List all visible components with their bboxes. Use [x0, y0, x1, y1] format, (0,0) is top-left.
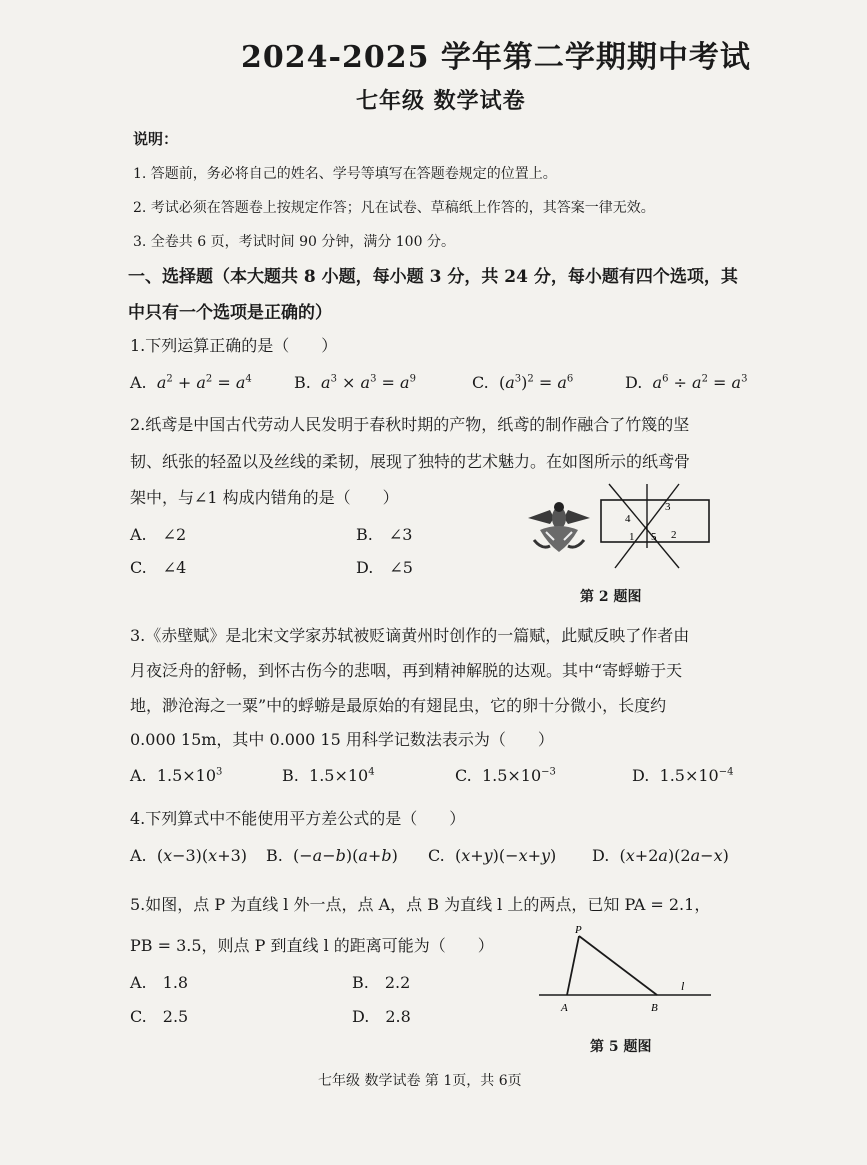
question-1-option-d: D. $a^6 \div a^2 = a^3$	[625, 373, 748, 392]
question-2-option-b: B. ∠3	[356, 525, 413, 544]
question-3-option-c: C. $1.5\times 10^{-3}$	[455, 766, 556, 785]
question-5-option-b: B. 2.2	[352, 973, 411, 992]
angle-label: 2	[671, 529, 677, 541]
question-3-line: 0.000 15m，其中 0.000 15 用科学记数法表示为（ ）	[130, 730, 554, 749]
question-5-line: 5.如图，点 P 为直线 l 外一点，点 A，点 B 为直线 l 上的两点，已知 PA = 2.1，	[130, 895, 711, 914]
question-3-option-d: D. $1.5\times 10^{-4}$	[632, 766, 734, 785]
angle-label: 4	[625, 513, 631, 525]
question-3-option-a: A. $1.5\times 10^3$	[130, 766, 223, 785]
question-3-option-b: B. $1.5\times 10^4$	[282, 766, 375, 785]
question-5-option-a: A. 1.8	[130, 973, 189, 992]
question-5-line: PB = 3.5，则点 P 到直线 l 的距离可能为（ ）	[130, 936, 494, 955]
question-1-stem: 1.下列运算正确的是（ ）	[130, 336, 338, 355]
question-2-line: 韧、纸张的轻盈以及丝线的柔韧，展现了独特的艺术魅力。在如图所示的纸鸢骨	[130, 452, 691, 471]
question-3-line: 地，渺沧海之一粟”中的蜉蝣是最原始的有翅昆虫，它的卵十分微小，长度约	[130, 696, 667, 715]
point-p-label: P	[575, 924, 582, 936]
point-line-figure	[535, 922, 715, 1017]
question-3-line: 月夜泛舟的舒畅，到怀古伤今的悲咽，再到精神解脱的达观。其中“寄蜉蝣于天	[130, 661, 683, 680]
question-2-option-a: A. ∠2	[130, 525, 187, 544]
section-heading-cont: 中只有一个选项是正确的）	[128, 303, 332, 323]
kite-drawing	[520, 500, 598, 562]
question-1-option-b: B. $a^3 \times a^3 = a^9$	[294, 373, 416, 392]
note-item: 2. 考试必须在答题卷上按规定作答；凡在试卷、草稿纸上作答的，其答案一律无效。	[133, 200, 655, 216]
question-2-line: 2.纸鸢是中国古代劳动人民发明于春秋时期的产物，纸鸢的制作融合了竹篾的坚	[130, 415, 690, 434]
point-b-label: B	[651, 1002, 658, 1014]
figure-2-caption: 第 2 题图	[580, 589, 642, 605]
exam-subtitle: 七年级 数学试卷	[356, 88, 526, 114]
angle-label: 3	[665, 501, 671, 513]
exam-title: 2024-2025 学年第二学期期中考试	[241, 40, 751, 75]
section-heading: 一、选择题（本大题共 8 小题，每小题 3 分，共 24 分，每小题有四个选项，其	[128, 267, 738, 287]
page-footer: 七年级 数学试卷 第 1页，共 6页	[318, 1073, 522, 1089]
question-2-option-d: D. ∠5	[356, 558, 413, 577]
figure-5-caption: 第 5 题图	[590, 1039, 652, 1055]
note-item: 3. 全卷共 6 页，考试时间 90 分钟，满分 100 分。	[133, 234, 455, 250]
question-4-option-d: D. (x+2a)(2a−x)	[592, 846, 729, 865]
question-4-stem: 4.下列算式中不能使用平方差公式的是（ ）	[130, 809, 466, 828]
notes-label: 说明：	[133, 130, 179, 148]
question-4-option-a: A. (x−3)(x+3)	[130, 846, 248, 865]
angle-label: 5	[651, 531, 657, 543]
question-5-option-d: D. 2.8	[352, 1007, 411, 1026]
line-l-label: l	[681, 979, 685, 993]
question-1-option-a: A. $a^2 + a^2 = a^4$	[130, 373, 252, 392]
note-item: 1. 答题前，务必将自己的姓名、学号等填写在答题卷规定的位置上。	[133, 166, 557, 182]
question-4-option-b: B. (−a−b)(a+b)	[266, 846, 398, 865]
question-4-option-c: C. (x+y)(−x+y)	[428, 846, 557, 865]
point-a-label: A	[561, 1002, 568, 1014]
question-1-option-c: C. $(a^3)^2 = a^6$	[472, 373, 574, 392]
question-2-option-c: C. ∠4	[130, 558, 187, 577]
question-3-line: 3.《赤壁赋》是北宋文学家苏轼被贬谪黄州时创作的一篇赋，此赋反映了作者由	[130, 626, 690, 645]
question-5-option-c: C. 2.5	[130, 1007, 189, 1026]
angle-label: 1	[629, 531, 635, 543]
kite-frame-figure	[595, 480, 715, 575]
question-2-line: 架中，与∠1 构成内错角的是（ ）	[130, 488, 399, 507]
